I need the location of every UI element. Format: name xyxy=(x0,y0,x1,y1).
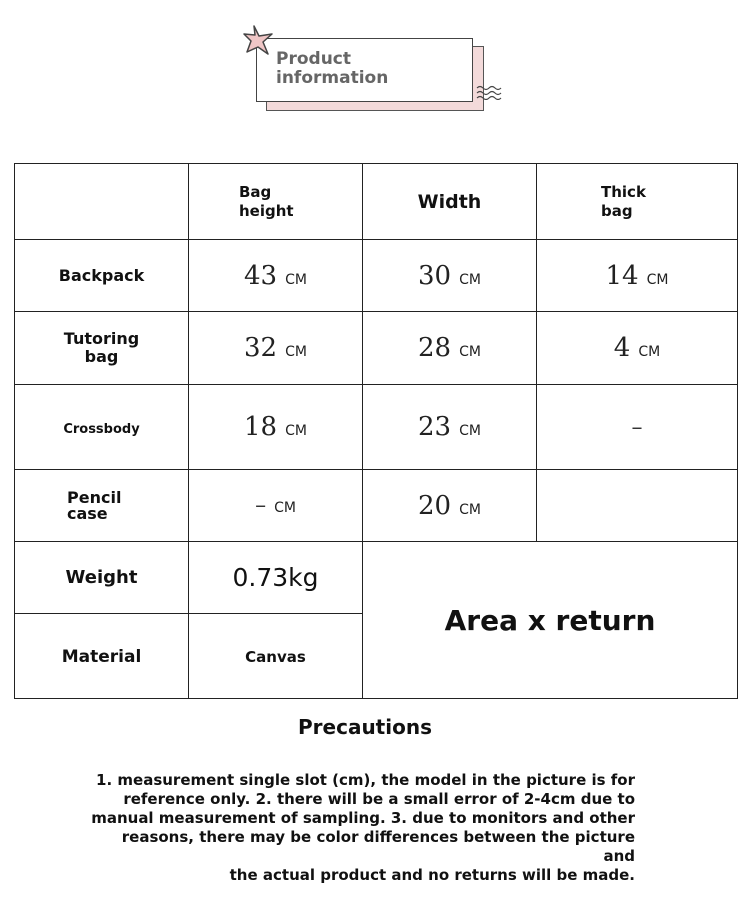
weight-label: Weight xyxy=(65,567,138,588)
table-row xyxy=(15,312,738,385)
unit-label: CM xyxy=(274,500,296,516)
height-cell xyxy=(189,385,363,470)
header-bag-height xyxy=(189,164,363,240)
row-label-cell xyxy=(15,470,189,542)
title-line-2: information xyxy=(276,68,389,88)
precaution-line: reference only. 2. there will be a small error of 2-4cm due to xyxy=(123,790,635,808)
unit-label: CM xyxy=(459,271,481,288)
row-label-cell xyxy=(15,312,189,385)
width-value: 30 xyxy=(418,260,452,291)
row-label-line2: case xyxy=(67,503,108,523)
wave-icon xyxy=(476,84,504,100)
product-info-badge xyxy=(242,22,512,122)
unit-label: CM xyxy=(285,423,307,439)
width-cell xyxy=(363,470,537,542)
thick-cell xyxy=(537,385,738,470)
row-label: Backpack xyxy=(58,266,145,285)
precaution-line: reasons, there may be color differences between the picture and xyxy=(121,828,635,865)
header-thick-line2: bag xyxy=(601,201,633,220)
unit-label: CM xyxy=(459,501,481,518)
material-label-cell xyxy=(15,614,189,699)
unit-label: CM xyxy=(638,344,661,360)
header-empty-cell xyxy=(15,164,189,240)
weight-row xyxy=(15,542,738,614)
material-value-cell xyxy=(189,614,363,699)
header-bag-height-line2: height xyxy=(239,201,294,220)
precautions-text xyxy=(90,771,635,885)
precaution-line: manual measurement of sampling. 3. due to monitors and other xyxy=(91,809,635,827)
weight-value-cell xyxy=(189,542,363,614)
row-label-cell xyxy=(15,385,189,470)
spec-table xyxy=(14,163,738,699)
height-value: 32 xyxy=(244,333,278,363)
width-value: 23 xyxy=(418,412,452,442)
row-label: Crossbody xyxy=(63,421,140,437)
unit-label: CM xyxy=(285,271,307,288)
thick-cell xyxy=(537,470,738,542)
width-cell xyxy=(363,385,537,470)
thick-value: – xyxy=(631,414,643,440)
height-value: 43 xyxy=(244,260,278,291)
title-line-1: Product xyxy=(276,49,351,69)
weight-label-cell xyxy=(15,542,189,614)
header-width-label: Width xyxy=(417,190,482,213)
unit-label: CM xyxy=(459,423,481,439)
height-cell xyxy=(189,240,363,312)
unit-label: CM xyxy=(285,344,307,360)
table-row xyxy=(15,240,738,312)
precaution-line: 1. measurement single slot (cm), the model in the picture is for xyxy=(96,771,635,789)
material-value: Canvas xyxy=(245,647,306,666)
unit-label: CM xyxy=(646,271,669,288)
row-label-line2: bag xyxy=(84,347,119,366)
table-header-row xyxy=(15,164,738,240)
precautions-title: Precautions xyxy=(298,715,432,739)
width-cell xyxy=(363,240,537,312)
height-cell xyxy=(189,312,363,385)
area-cell xyxy=(363,542,738,699)
thick-cell xyxy=(537,240,738,312)
height-value: – xyxy=(255,493,267,518)
thick-cell xyxy=(537,312,738,385)
precaution-line: the actual product and no returns will be made. xyxy=(229,866,635,884)
height-cell xyxy=(189,470,363,542)
width-value: 28 xyxy=(418,333,452,363)
width-cell xyxy=(363,312,537,385)
width-value: 20 xyxy=(418,490,452,521)
row-label-line1: Tutoring xyxy=(63,329,140,348)
table-row xyxy=(15,470,738,542)
row-label-cell xyxy=(15,240,189,312)
table-row xyxy=(15,385,738,470)
thick-value: 14 xyxy=(605,260,639,291)
area-text: Area x return xyxy=(444,603,656,637)
header-thick-bag xyxy=(537,164,738,240)
material-label: Material xyxy=(61,646,142,667)
header-width xyxy=(363,164,537,240)
unit-label: CM xyxy=(459,344,481,360)
row-label-line1: Pencil xyxy=(67,487,122,507)
weight-value: 0.73kg xyxy=(232,563,319,592)
header-thick-line1: Thick xyxy=(601,182,646,201)
header-bag-height-line1: Bag xyxy=(239,182,272,201)
page-title xyxy=(276,50,388,88)
height-value: 18 xyxy=(244,412,278,442)
thick-value: 4 xyxy=(613,333,631,363)
